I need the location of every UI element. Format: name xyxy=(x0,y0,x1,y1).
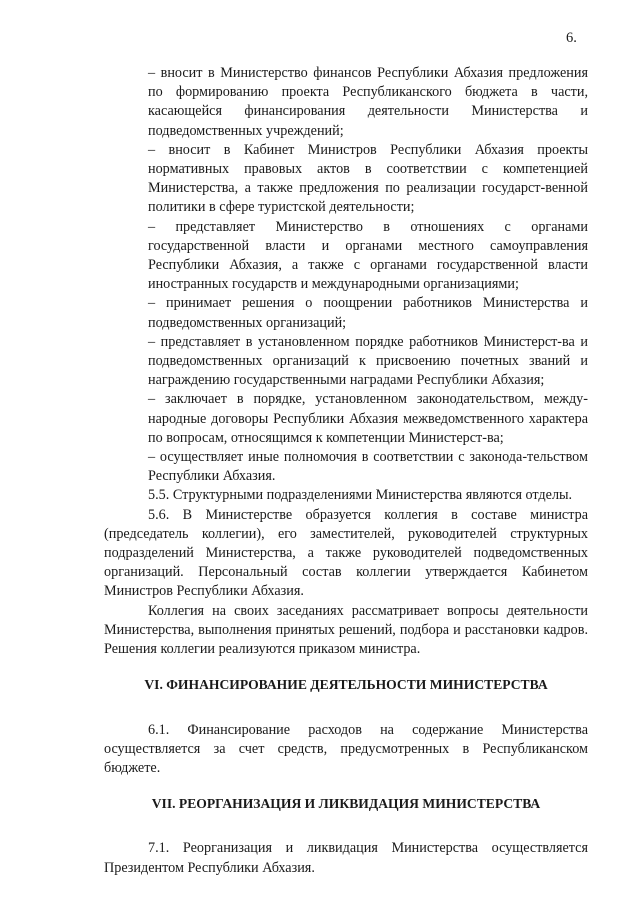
document-body xyxy=(104,64,588,878)
paragraph-5-6: 5.6. В Министерстве образуется коллегия в составе министра (председатель коллегии), его заместителей, руководителей структурных подразделений Министерства, а также руководителей подведомственных организаций. Персональный состав коллегии утверждается Кабинетом Министров Республики Абхазия. xyxy=(104,506,588,600)
page-number: 6. xyxy=(566,30,577,46)
paragraph-6-1: 6.1. Финансирование расходов на содержание Министерства осуществляется за счет средств, предусмотренных в Республиканском бюджете. xyxy=(104,721,588,776)
list-item: – представляет Министерство в отношениях с органами государственной власти и органами местного самоуправления Республики Абхазия, а также с органами государственной власти иностранных государств и международными организациями; xyxy=(148,218,588,293)
list-item: – вносит в Министерство финансов Республики Абхазия предложения по формированию проекта Республиканского бюджета в части, касающейся финансирования деятельности Министерства и подведомственных учреждений; xyxy=(148,65,588,139)
list-item: – принимает решения о поощрении работников Министерства и подведомственных организаций; xyxy=(148,295,588,331)
section-heading-reorganization: VII. РЕОРГАНИЗАЦИЯ И ЛИКВИДАЦИЯ МИНИСТЕРСТВА xyxy=(151,796,541,812)
list-item: – осуществляет иные полномочия в соответствии с законода-тельством Республики Абхазия. xyxy=(148,449,588,485)
list-item: – представляет в установленном порядке работников Министерст-ва и подведомственных организаций к присвоению почетных званий и награждению государственными наградами Республики Абхазия; xyxy=(148,333,588,389)
paragraph-7-1: 7.1. Реорганизация и ликвидация Министерства осуществляется Президентом Республики Абхазия. xyxy=(104,840,588,876)
powers-list xyxy=(104,64,588,486)
list-item: – вносит в Кабинет Министров Республики Абхазия проекты нормативных правовых актов в соответствии с компетенцией Министерства, а также предложения по реализации государст-венной политики в сфере туристской деятельности; xyxy=(148,141,588,216)
paragraph-5-6-collegium: Коллегия на своих заседаниях рассматривает вопросы деятельности Министерства, выполнения принятых решений, подбора и расстановки кадров. Решения коллегии реализуются приказом министра. xyxy=(104,602,588,658)
section-heading-financing: VI. ФИНАНСИРОВАНИЕ ДЕЯТЕЛЬНОСТИ МИНИСТЕРСТВА xyxy=(144,677,548,693)
list-item: – заключает в порядке, установленном законодательством, между-народные договоры Республики Абхазия межведомственного характера по вопросам, относящимся к компетенции Министерст-ва; xyxy=(148,391,588,446)
paragraph-5-5: 5.5. Структурными подразделениями Министерства являются отделы. xyxy=(148,487,573,504)
